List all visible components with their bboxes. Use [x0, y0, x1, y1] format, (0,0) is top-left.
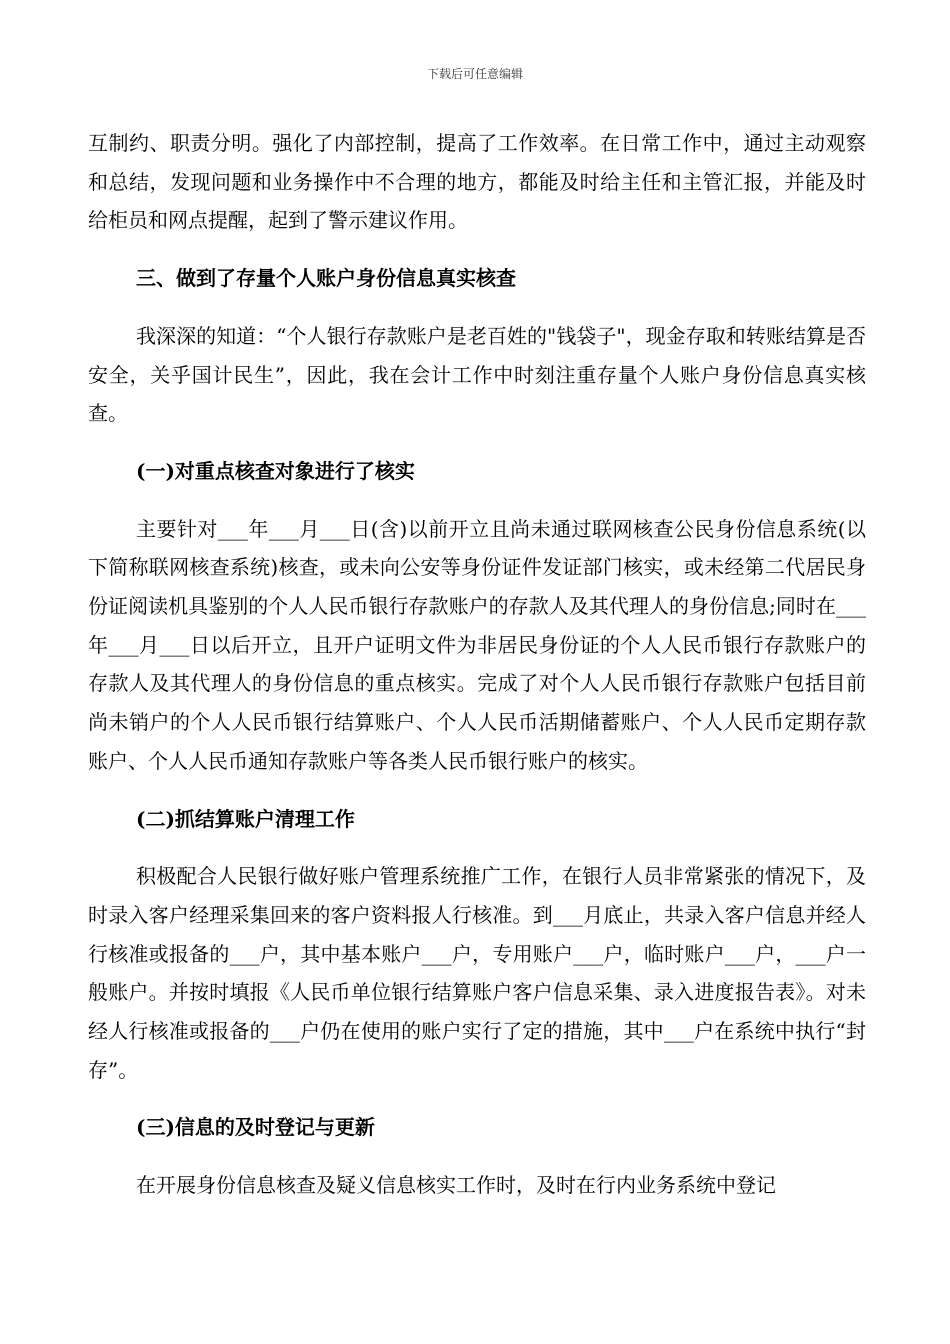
paragraph-account-cleanup: 积极配合人民银行做好账户管理系统推广工作，在银行人员非常紧张的情况下，及时录入客户经理采集回来的客户资料报人行核准。到___月底止，共录入客户信息并经人行核准或报备的___户，其中基本账户___户，专用账户___户，临时账户___户，___户一般账户。并按时填报《人民币单位银行结算账户客户信息采集、录入进度报告表》。对未经人行核准或报备的___户仍在使用的账户实行了定的措施，其中___户在系统中执行“封存”。: [88, 864, 866, 1082]
paragraph-internal-control: 互制约、职责分明。强化了内部控制，提高了工作效率。在日常工作中，通过主动观察和总结，发现问题和业务操作中不合理的地方，都能及时给主任和主管汇报，并能及时给柜员和网点提醒，起到了警示建议作用。: [88, 131, 866, 233]
subsection-heading-3: (三)信息的及时登记与更新: [136, 1115, 375, 1140]
paragraph-info-registration: 在开展身份信息核查及疑义信息核实工作时，及时在行内业务系统中登记: [136, 1173, 776, 1198]
subsection-heading-1: (一)对重点核查对象进行了核实: [136, 458, 415, 483]
paragraph-account-safety: 我深深的知道：“个人银行存款账户是老百姓的"钱袋子"，现金存取和转账结算是否安全，关乎国计民生”，因此，我在会计工作中时刻注重存量个人账户身份信息真实核查。: [88, 323, 866, 426]
subsection-heading-2: (二)抓结算账户清理工作: [136, 806, 355, 831]
paragraph-key-verification: 主要针对___年___月___日(含)以前开立且尚未通过联网核查公民身份信息系统(以下简称联网核查系统)核查，或未向公安等身份证件发证部门核实，或未经第二代居民身份证阅读机具鉴别的个人人民币银行存款账户的存款人及其代理人的身份信息;同时在___年___月___日以后开立，且开户证明文件为非居民身份证的个人人民币银行存款账户的存款人及其代理人的身份信息的重点核实。完成了对个人人民币银行存款账户包括目前尚未销户的个人人民币银行结算账户、个人人民币活期储蓄账户、个人人民币定期存款账户、个人人民币通知存款账户等各类人民币银行账户的核实。: [88, 516, 866, 773]
section-heading-3: 三、做到了存量个人账户身份信息真实核查: [136, 266, 516, 291]
document-body: [88, 124, 866, 1205]
page-header: 下载后可任意编辑: [426, 67, 523, 81]
